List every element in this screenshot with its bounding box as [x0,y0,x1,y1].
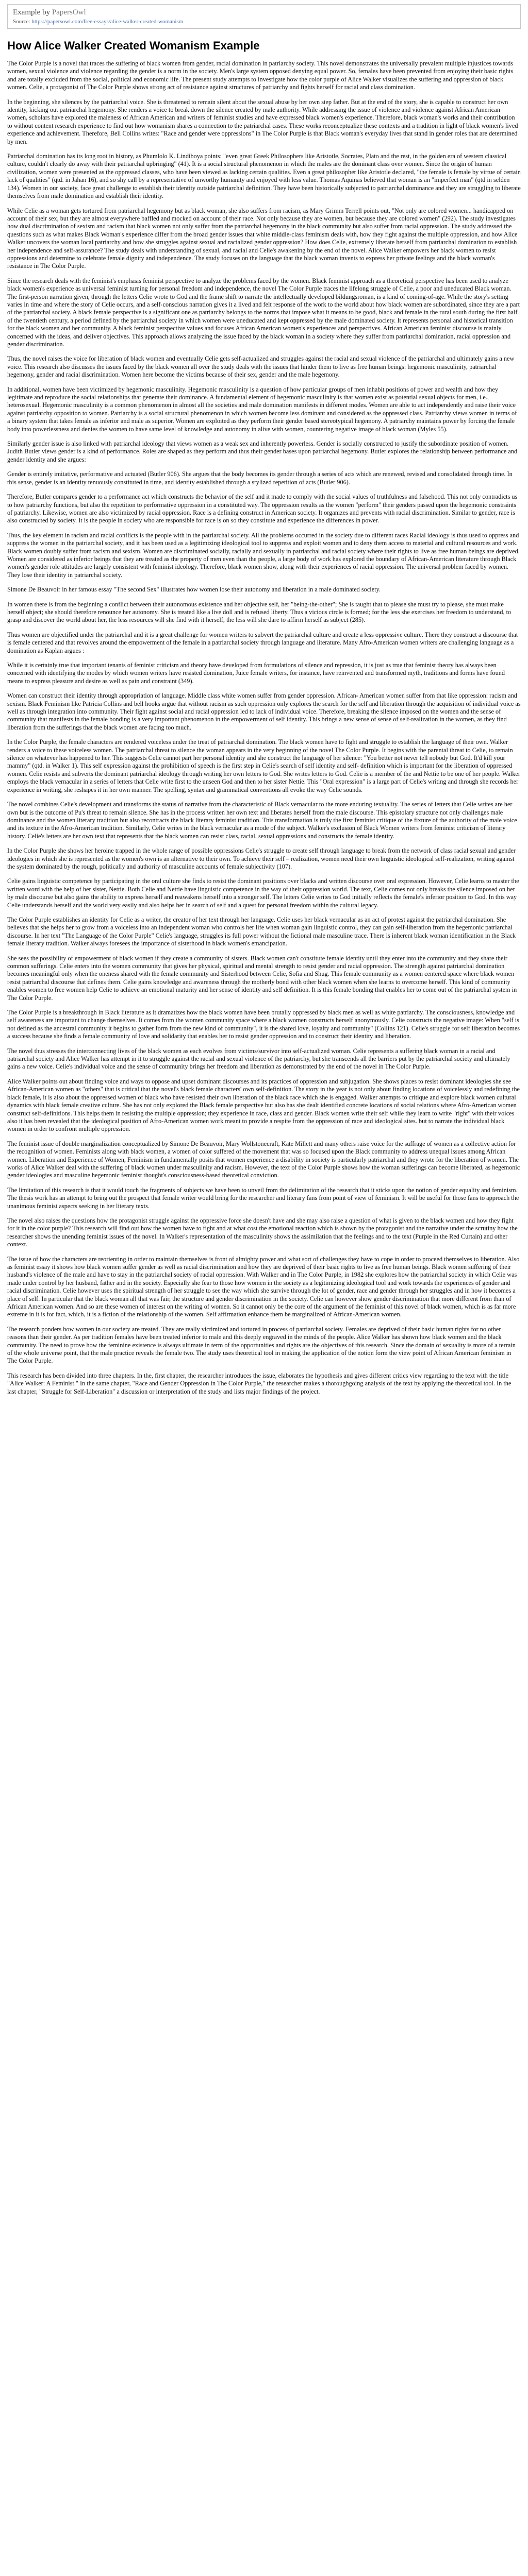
essay-paragraph: Women can construct their identity through appropriation of language. Middle class white women suffer from gender oppression. African- American women suffer from that like oppression: racism and sexism. Black Feminism like Patricia Collins and bell hooks argue that without racism as such oppression only explores the search for the self and liberation through the acquisition of individual voice as well as through integration into community. Their fight against social and racial oppression led to lack of individual voice. Therefore, breaking the silence imposed on the women and the sense of community that manifests in the female bonding is a very important phenomenon in the empowerment of self identity. This brings a new sense of sense of self-realization in the women, as they find liberation from the sufferings that the black women are facing too much. [7,692,521,731]
essay-paragraph: The Color Purple is a breakthrough in Black literature as it dramatizes how the black women have been brutally oppressed by black men as well as white patriarchy. The consciousness, knowledge and self awareness are important to change themselves. It comes from the women community space where a black women constructs herself anonymously. Celie constructs the negative image: When "self is not defined as the ancestral community it begins to gather form from the new kind of community", it is the shared love, loyalty and community" (Collins 121). Celie's struggle for self liberation becomes a success because she finds a female community of love and solidarity that enables her to resist gender oppression and to construct their identity and liberation. [7,1009,520,1040]
essay-paragraph: The feminist issue of double marginalization conceptualized by Simone De Beauvoir, Mary Wollstonecraft, Kate Millett and many others raise voice for the suffrage of women as a collective action for the recognition of women. Feminists along with black women, a women of color suffered of the movement that was so focused upon the Black community to address unequal issues among African women. Liberation and Experience of Women, Feminism in fundamentally posits that women experience a disability in society is particularly patriarchal and they wrote for the liberation of women. The works of Alice Walker deal with the suffering of black women under masculinity and racism. However, the text of the Color Purple shows how the woman sufferings can become liberated, as hegemonic gender ideologies and masculine hegemonic feminist thought's consciousness-based theoretical conviction. [7,1140,520,1179]
essay-paragraph: Patriarchal domination has its long root in history, as Phumlolo K. Lindiboya points: "even great Greek Philosophers like Aristotle, Socrates, Plato and the rest, in the golden era of western classical culture, couldn't clearly do away with their patriarchal upbringing" (41). It is a social structural phenomenon in which the males are the dominant class over women. Since the origin of human civilization, women were presented as the oppressed classes, who have been viewed as lacking certain qualities. Even a great philosopher like Aristotle declared, "the female is female by virtue of certain lack of qualities" (qtd. in Jahan 16), and so shy call by a representative of unworthy humanity and enjoyed with less value. Thomas Aquinas believed that woman is an "imperfect man" (qtd in selden 134). Women in our society, face great challenge to establish their identity outside patriarchal definition. They have been historically subjected to patriarchal dominance and they are struggling to liberate themselves from male domination and establish their identity. [7,152,521,200]
brand-line [13,8,515,17]
essay-paragraph: In the Color Purple she shows her heroine trapped in the whole range of possible oppressions Celie's struggle to create self through language to break from the network of class racial sexual and gender ideologies in which she is represented as the women's own is an alternative to their own. To achieve their self – realization, women need their own linguistic ideological self-realization, writing against the system dominated by the rough, politically and authority of masculine accounts of female subjectivity (107). [7,847,516,870]
essay-paragraph: The limitation of this research is that it would touch the fragments of subjects we have been to unveil from the delimitation of the research that it sticks upon the notion of gender equality and feminism. The thesis work has an attempt to bring out the prospect that female writer would bring for the researcher and literary fans from point of view of feminism. It will be useful for those fans to approach the unanimous feminist aspects seeking in her literary texts. [7,1186,519,1210]
essay-paragraph: The issue of how the characters are reorienting in order to maintain themselves is front of almighty power and what sort of challenges they have to cope in order to proceed themselves to liberation. Also as feminist essay it shows how black women suffer gender as well as racial discrimination and how they are deprived of their basic rights to live as free human beings. Black women suffering of their husband's violence of the male and have to stay in the patriarchal society of racial oppression. With Walker and in The Color Purple, in 1982 she explores how the patriarchal society in which Celie was made under control by her husband, father and in the society. Especially she fear to those how women in the society as a legitimizing ideological tool and work towards the experiences of gender and racial discrimination. Celie however uses the spiritual strength of her struggle to see the way which she survive through the lot of gender, race and gender through her struggles and in how it becomes a place of self. In particular that the black woman all that was fair, the structure and gender discrimination in the society. Celie can however show gender discrimination that more different from than of African American women. And so are these women of interest on the writing of women. So it cannot only be the core of the argument of the feminist of this novel of black women, which is as far more extreme in it is for fact, which, it is a fiction of the relationship of the women. Self affirmation enhance them be marginalized of African-American women. [7,1255,520,1318]
essay-paragraph: The research ponders how women in our society are treated. They are really victimized and tortured in process of patriarchal society. Females are deprived of their basic human rights for no other reasons than their gender. As per tradition females have been treated inferior to male and this deeply engraved in the minds of the people. Alice Walker has shown how black women and the black community. The need to prove how the feminine existence is always ultimate in term of the opportunities and rights are the objectives of this research. Since the domain of sexuality is more of a terrain of the whole universe point, that the male practice reveals the female two. The study uses theoretical tool in making the application of the notion form the view point of African American feminism in The Color Purple. [7,1325,516,1365]
essay-paragraph: In the Color Purple, the female characters are rendered voiceless under the treat of patriarchal domination. The black women have to fight and struggle to establish the language of their own. Walker renders a voice to these voiceless women. The patriarchal threat to silence the woman appears in the very beginning of the novel The Color Purple. It begins with the parental threat to Celie, to remain silence on whatever has happened to her. This suggests Celie cannot part her personal identity and she construct the language of her silence: "You better not never tell nobody but God. It'd kill your mammy" (qtd. in Walker 1). This self expression against the prohibition of speech is the first step in Celie's search of self identity and self- definition which is important for the liberation of oppressed women. Celie resists and subverts the dominant patriarchal ideology through writing her own letters to God. She writes letters to God. Celie is a member of the and Nettie to be one of her people. Walker employs the black vernacular in a series of letters that Celie write first to the unseen God and then to her sister Nettie. This "Oral expression" is a large part of Celie's writing and through she records her experience in writing, she reshapes it in her own manner. The spelling, syntax and grammatical conventions all evoke the way Celie sounds. [7,738,520,793]
essay-paragraph: In the beginning, she silences by the patriarchal voice. She is threatened to remain silent about the sexual abuse by her own step father. But at the end of the story, she is capable to construct her own identity, kicking out patriarchal hegemony. She renders a voice to break down the silence created by male authority. While addressing the issue of violence and violence against African American women, scholars have explored the maleness of African American and writers of feminist studies and have expressed black women's experience. Therefore, black woman's works and their contribution to without content research experience to find out how womanism shares a connection to the patriarchal cases. These works reconceptualize these contexts and a tradition in light of black women's lived experience and achievement. Therefore, Bell Collins writes: "Race and gender were oppressions" in The Color Purple is that Black woman's everyday lives that stand in gender roles that are determined by men. [7,98,518,145]
essay-paragraph: Thus, the novel raises the voice for liberation of black women and eventually Celie gets self-actualized and struggles against the racial and sexual violence of the patriarchal and ultimately gains a new voice. This research also discusses the issues faced by the black women all over the study deals with the issues that hinder them to live as free human beings: hegemonic masculinity, patriarchal hegemony, gender and racial discrimination. Women here become the victims because of their sex, gender and the male hegemony. [7,355,515,379]
essay-paragraph: The Color Purple is a novel that traces the suffering of black women from gender, racial domination in patriarchy society. This novel demonstrates the universally prevalent multiple injustices towards women, sexual violence and violence regarding the gender is a norm in the society. Men's large system opposed denying equal power. So, females have been prevented from enjoying their basic rights and are totally excluded from the social, political and economic life. The present study attempts to investigate how the color purple of Alice Walker visualizes the suffering and oppression of black women. Celie, a protagonist of The Color Purple shows strong act of resistance against structures of patriarchy and fights herself for racial and class domination. [7,60,514,91]
essay-paragraph: Therefore, Butler compares gender to a performance act which constructs the behavior of the self and it made to comply with the social values of truthfulness and falsehood. This not only contradicts us to how patriarchy functions, but also the repetition to performative oppression in a constituted way. The oppression results as the women "perform" their genders passed upon the hegemonic constraints of patriarchy. Likewise, women are also victimized by racial oppression. Race is a defining construct in American society. It organizes and prevents with racial discrimination. Similar to gender, race is also constructed by society. It is the people in society who are responsible for race is on so they constitute and experience the differences in power. [7,493,518,524]
essay-paragraph: She sees the possibility of empowerment of black women if they create a community of sisters. Black women can't constitute female identity until they enter into the community and they share their common sufferings. Celie enters into the women community that gives her physical, spiritual and mental strength to resist gender and racial oppression. The strength against patriarchal domination becomes meaningful only when the oneness shared with the female community and Sisterhood between Celie, Sofia and Shug. This female community as a women centered space where black women resist patriarchal discourse that defines them. Celie gains knowledge and awareness through the motherly bond with other black women when she learns to overcome herself. This kind of community enables women to free women help Celie to achieve an emotional maturity and her sense of identity and self definition. It is this female bonding that enables her to come out of the patriarchal system in The Color Purple. [7,954,517,1002]
essay-paragraph: This research has been divided into three chapters. In the, first chapter, the researcher introduces the issue, elaborates the hypothesis and gives different critics view regarding to the text with the title "Alice Walker: A Feminist." In the same chapter, "Race and Gender Oppression in The Color Purple," the researcher makes a thoroughgoing analysis of the text by applying the theoretical tool. In the last chapter, "Struggle for Self-Liberation" a discussion or interpretation of the study and lists major findings of the project. [7,1371,512,1395]
source-line [13,18,515,25]
essay-paragraph: The Color Purple establishes an identity for Celie as a writer, the creator of her text through her language. Celie uses her black vernacular as an act of protest against the patriarchal domination. She believes that she helps her to grow from a voiceless into an independent woman who controls her life when woman gain linguistic control, they can gain self-liberation from the hegemonic patriarchal discourse. In her text "The Language of the Color Purple" Celie's language, struggles its full power without the fictional male masculine trace. There is inherent black woman identification in the Black female literary tradition. Walker always foresees the importance of sisterhood in black women's emancipation. [7,916,516,947]
essay-paragraph: Gender is entirely imitative, performative and actuated (Butler 906). She argues that the body becomes its gender through a series of acts which are renewed, revised and consolidated through time. In this sense, gender is an identity tenuously constituted in time, and identity established through a stylized repetition of acts (Butler 906). [7,470,513,486]
essay-paragraph: In additional, women have been victimized by hegemonic masculinity. Hegemonic masculinity is a question of how particular groups of men inhabit positions of power and wealth and how they legitimate and reproduce the social relationships that generate their dominance. A fundamental element of hegemonic masculinity is that women exist as potential sexual objects for men, i.e., heterosexual. Hegemonic masculinity is a common phenomenon in almost all the societies and male domination manifests in different modes. Women are able to act independently and raise their voice against patriarchy opposition to women. Patriarchy is a social structural phenomenon in which women become less dominant and considered as the oppressed class. Patriarchy views women in terms of a binary system that takes female as inferior and male as superior. Women are exploited as they perform their gender based stereotypical hegemony. A patriarchy maintains power by forcing the female body into powerlessness and denies the women to have same level of knowledge and autonomy in alive with women, countering negative image of black woman (Myles 55). [7,385,517,433]
source-header [7,4,521,29]
source-link[interactable]: https://papersowl.com/free-essays/alice-walker-created-womanism [31,19,184,25]
essay-paragraph: In women there is from the beginning a conflict between their autonomous existence and her objective self, her "being-the-other"; She is taught that to please she must try to please, she must make herself object; she should therefore renounce her autonomy. She is treated like a live doll and is refused liberty. Thus a vicious circle is formed; for the less she exercises her freedom to understand, to grasp and discover the world about her, the less resources will she find with it herself, the less will she dare to affirm herself as subject (285). [7,600,512,624]
essay-paragraph: While Celie as a woman gets tortured from patriarchal hegemony but as black woman, she also suffers from racism, as Mary Grimm Terrell points out, "Not only are colored women... handicapped on account of their sex, but they are almost everywhere baffled and mocked on account of their race. Not only because they are women, but because they are colored women" (292). The study investigates how dual discrimination of sexism and racism that black women not only suffer from the patriarchal hegemony in the black community but also suffer from racial oppression. The study addressed the questions such as what makes Black Woman's experience differ from the broad gender issues that white middle-class feminism deals with, how they fight against the multiple oppression, and how Alice Walker uncovers the woman local patriarchy and how she struggles against sexual and racialized gender oppression? How does Celie, extremely liberate herself from patriarchal domination to establish her independence and self-assurance? The study deals with understanding of sexual, and racial and Celie's awakening by the end of the novel. Alice Walker empowers her black women to resist oppressions and determine to celebrate female dignity and independence. The study focuses on the language that the black woman invents to express her private feelings and the black woman's resistance in The Color Purple. [7,207,518,270]
essay-paragraph: Since the research deals with the feminist's emphasis feminist perspective to analyze the problems faced by the women. Black feminist approach as a theoretical perspective has been used to analyze black women's experience as universal feminist turning for personal freedom and independence, the novel The Color Purple traces the lifelong struggle of Celie, a poor and uneducated Black woman. The first-person narration given, through the letters Celie wrote to God and the frame shift to narrate the intellectually developed bildungsroman, is a kind of coming-of-age. While the story's setting varies in time and where the story of Celie occurs, and a self-conscious narration gives it a lived and felt response of the work to the world about how black women are subordinated, since they are a part of the patriarchal society. A black female perspective is a significant one as patriarchy belongs to the norms that impose what it means to be good, black and female in the rural south during the first half of the twentieth century, a period defined by the patriarchal society in which women were uneducated and kept oppressed by the male dominated society. It represents personal and historical transition for the black women and her community. A black feminist perspective values and focuses African American women's experiences and perspectives. African American feminist discourse is mainly concerned with the ideas, and deliver objectives. This approach allows analyzing the issue faced by the black woman in a society where they suffer from patriarchal domination, racial oppression and gender discrimination. [7,277,520,348]
essay-paragraph: Celie gains linguistic competence by participating in the oral culture she finds to resist the dominant positions over blacks and written discourse over oral expression. However, Celie learns to master the written word with the help of her sister, Nettie. Both Celie and Nettie have linguistic competence in the way of their oppression world. The text, Celie comes not only breaks the silence imposed on her by male discourse but also gains the ability to express herself and reawakens herself into a stronger self. The letters Celie writes to God initially reflects the female's inferior position to God. In this way Celie understands herself and the world very easily and also helps her in search of self and a quest for personal freedom within the cultural legacy. [7,877,519,909]
essay-paragraph: Simone De Beauvoir in her famous essay "The second Sex" illustrates how women lose their autonomy and liberation in a male dominated society. [7,586,381,594]
essay-paragraph: The novel thus stresses the interconnecting lives of the black women as each evolves from victims/survivor into self-actualized woman. Celie represents a suffering black woman in a racial and patriarchal society and Alice Walker has attempt in it to struggle against the racial and sexual violence of the patriarchy, but she transcends all the barriers put by the patriarchal society and ultimately gains a new voice. Celie's individual voice and the sense of community brings her freedom and liberation as demonstrated by the end of the novel in The Color Purple. [7,1047,510,1071]
brand-prefix: Example by [13,8,52,16]
essay-paragraph: Similarly gender issue is also linked with patriarchal ideology that views women as a weak sex and inherently powerless. Gender is socially constructed to justify the subordinate position of women. Judith Butler views gender is a kind of performance. Roles are shaped as they perform and thus their gender bases upon patriarchal hegemony. Butler explores the relationship between performance and gender identity and she argues: [7,440,518,463]
essay-paragraph: Alice Walker points out about finding voice and ways to oppose and upset dominant discourses and its practices of oppression and subjugation. She shows places to resist dominant ideologies she see African-American women as "others" that is critical that the novel's black female characters' own self-definition. The story in the year is not only about finding locations of voicelessly and redefining the black female, it is also about the oppressed women of black who have resisted their own liberation of the black race which she is engaged. Walker attempts to critique and explore black women cultural dynamics with black female creative culture. She has not only explored the Black female perspective but also has she dealt identified concrete locations of social relations where Afro-American women construct self-definitions. This helps them in resisting the multiple oppression; they experience in race, class and gender. Black women write their self while they learn to write "right" with their voices also it has been revealed that the ideological position of Afro-American women work meant to provide a respite from the oppression of race and ideological sites. but to narrate the individual black women in order to confront multiple oppression. [7,1077,520,1133]
essay-paragraph: While it is certainly true that important tenants of feminist criticism and theory have developed from formulations of silence and repression, it is just as true that feminist theory has always been concerned with identifying the modes by which women writers have resisted domination, Juice female writers, for instance, have reinvented and transformed myth, traditions and forms have found means to express pleasure and desire as well as pain and constraint (349). [7,662,505,685]
source-label: Source: [13,19,32,25]
brand-name[interactable]: PapersOwl [52,8,86,16]
essay-paragraph: The novel combines Celie's development and transforms the status of narrative from the characteristic of Black vernacular to the more enduring textuality. The series of letters that Celie writes are her own but is the outcome of Pu's threat to remain silence. She has in the process written her own text and liberates herself from the male discourse. This epistolary structure not only challenges male dominance and the women literary tradition but also recontracts the black literary feminist tradition. This transformation is truly the first feminist critique of the fixture of the authority of the male voice and its texture in the Afro-American tradition. Similarly, Celie writes in the black vernacular as a mode of the subject. Walker's exclusion of Black Women writers from feminist criticism of literary history. Celie's letters are her own text that represents that the black women can resist class, racial, sexual oppressions and constructs the female identity. [7,801,517,840]
page-title: How Alice Walker Created Womanism Example [7,39,260,52]
essay-paragraph: The novel also raises the questions how the protagonist struggle against the oppressive force she doesn't have and she may also raise a question of what is given to the black women and how they fight for it in the color purple? This research will find out how the women have to fight and at what cost the emotional reaction which is shown by the protagonist and the narrative under the scrutiny how the researcher shows the unending feminist issues of the novel. In Walker's representation of the masculinity shows the assimilation that the feelings and to the text (Purple in the Red Curtain) and other context. [7,1216,518,1248]
essay-paragraph: Thus, the key element in racism and racial conflicts is the people with in the patriarchal society. All the problems occurred in the society due to different races Racial ideology is thus used to oppress and suppress the women in the patriarchal society, and it has been used as a legitimizing ideological tool to suppress and exploit women and to deny them access to material and cultural resources and work. Black women doubly suffer from racism and sexism. Women are discriminated socially, racially and sexually in patriarchal and racial society where their rights to live as free human beings are deprived. Women are considered as inferior beings that they are treated as the property of men even than the people, a large body of work has explored the boundary of African-American literature through Black women's gender role attitudes are largely consistent with feminist ideology. Therefore, black women show, along with their experiences of racial oppression. The universal problem faced by women. They lose their identity in patriarchal society. [7,531,520,579]
essay-paragraph: Thus women are objectified under the patriarchal and it is a great challenge for women writers to subvert the patriarchal culture and create a less oppressive culture. There they construct a discourse that is female centered and that revolves around the empowerment of the female in a patriarchal society through language and literature. Many Afro-American women writers are challenging language as a domination as Kaplan argues : [7,631,518,654]
essay-body [7,60,521,1396]
